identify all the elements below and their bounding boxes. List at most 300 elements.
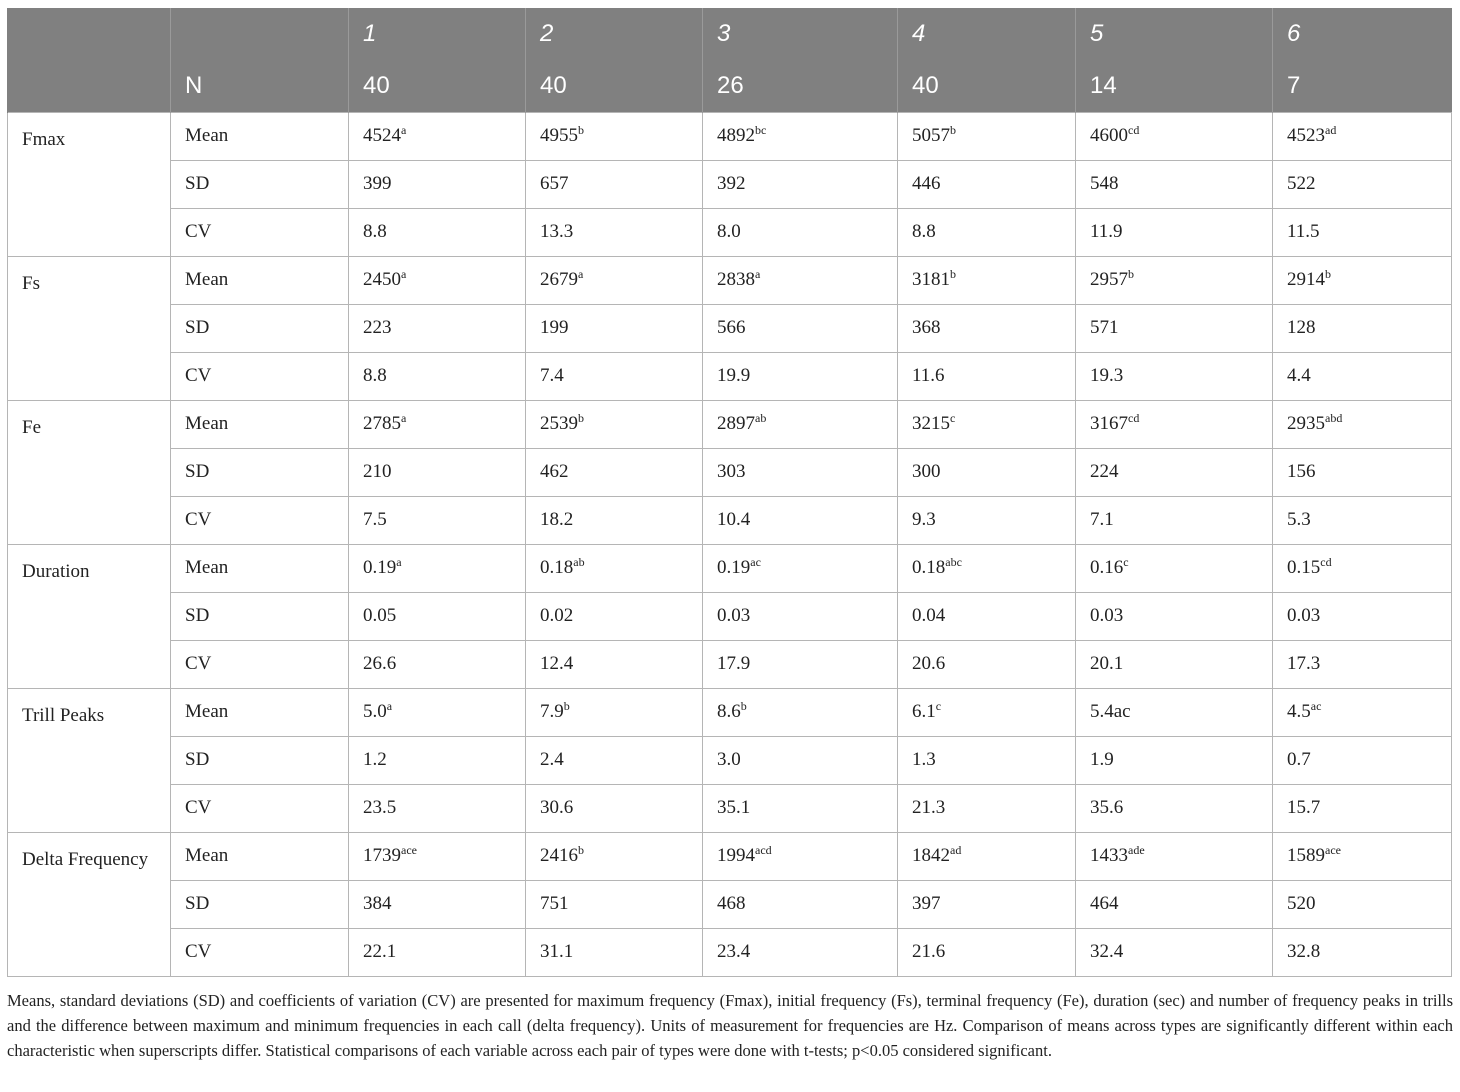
cell-value: 0.19 xyxy=(717,557,751,578)
cell-value: 1433 xyxy=(1090,845,1128,866)
cell-value: 392 xyxy=(717,173,746,194)
significance-superscript: ade xyxy=(1128,843,1145,857)
statistic-label-cell: Mean xyxy=(171,688,349,736)
value-cell xyxy=(349,832,526,880)
value-cell xyxy=(898,160,1076,208)
cell-value: 32.4 xyxy=(1090,941,1124,962)
value-cell xyxy=(349,352,526,400)
significance-superscript: b xyxy=(578,411,584,425)
cell-value: 2.4 xyxy=(540,749,564,770)
value-cell xyxy=(1076,304,1273,352)
significance-superscript: a xyxy=(396,555,402,569)
significance-superscript: abc xyxy=(945,555,962,569)
value-cell xyxy=(898,448,1076,496)
cell-value: 2838 xyxy=(717,269,755,290)
value-cell xyxy=(526,832,703,880)
cell-value: 303 xyxy=(717,461,746,482)
value-cell xyxy=(349,400,526,448)
value-cell xyxy=(1273,304,1452,352)
value-cell xyxy=(1076,784,1273,832)
value-cell xyxy=(1273,352,1452,400)
cell-value: 384 xyxy=(363,893,392,914)
header-n-cell-4: 26 xyxy=(703,60,898,112)
value-cell xyxy=(1273,112,1452,160)
value-cell xyxy=(898,112,1076,160)
cell-value: 657 xyxy=(540,173,569,194)
value-cell xyxy=(1076,496,1273,544)
value-cell xyxy=(1076,688,1273,736)
cell-value: 522 xyxy=(1287,173,1316,194)
statistic-label-cell: CV xyxy=(171,928,349,976)
cell-value: 7.4 xyxy=(540,365,564,386)
table-row xyxy=(8,304,1452,352)
value-cell xyxy=(526,640,703,688)
value-cell xyxy=(526,400,703,448)
header-n-cell-1: N xyxy=(171,60,349,112)
statistic-label-cell: CV xyxy=(171,784,349,832)
value-cell xyxy=(1273,448,1452,496)
significance-superscript: ace xyxy=(401,843,417,857)
value-cell xyxy=(1076,256,1273,304)
value-cell xyxy=(526,352,703,400)
cell-value: 1.3 xyxy=(912,749,936,770)
statistic-label-cell: SD xyxy=(171,448,349,496)
value-cell xyxy=(703,832,898,880)
cell-value: 368 xyxy=(912,317,941,338)
cell-value: 0.04 xyxy=(912,605,946,626)
variable-name-cell: Fmax xyxy=(8,112,171,256)
value-cell xyxy=(703,544,898,592)
significance-superscript: a xyxy=(578,267,584,281)
value-cell xyxy=(526,496,703,544)
value-cell xyxy=(1273,640,1452,688)
value-cell xyxy=(898,832,1076,880)
variable-name-cell: Fe xyxy=(8,400,171,544)
value-cell xyxy=(703,448,898,496)
cell-value: 23.4 xyxy=(717,941,751,962)
cell-value: 4.5 xyxy=(1287,701,1311,722)
value-cell xyxy=(349,688,526,736)
significance-superscript: b xyxy=(950,267,956,281)
cell-value: 32.8 xyxy=(1287,941,1321,962)
cell-value: 210 xyxy=(363,461,392,482)
cell-value: 3215 xyxy=(912,413,950,434)
value-cell xyxy=(1076,544,1273,592)
cell-value: 21.6 xyxy=(912,941,946,962)
significance-superscript: ab xyxy=(755,411,767,425)
value-cell xyxy=(703,592,898,640)
value-cell xyxy=(526,112,703,160)
value-cell xyxy=(1273,928,1452,976)
cell-value: 566 xyxy=(717,317,746,338)
table-row xyxy=(8,448,1452,496)
cell-value: 15.7 xyxy=(1287,797,1321,818)
significance-superscript: b xyxy=(578,843,584,857)
value-cell xyxy=(1273,688,1452,736)
value-cell xyxy=(349,304,526,352)
table-row xyxy=(8,256,1452,304)
header-type-cell-2: 1 xyxy=(349,8,526,60)
cell-value: 128 xyxy=(1287,317,1316,338)
value-cell xyxy=(703,304,898,352)
cell-value: 0.05 xyxy=(363,605,397,626)
cell-value: 3181 xyxy=(912,269,950,290)
value-cell xyxy=(1076,592,1273,640)
value-cell xyxy=(703,400,898,448)
value-cell xyxy=(1273,832,1452,880)
cell-value: 0.16 xyxy=(1090,557,1124,578)
cell-value: 468 xyxy=(717,893,746,914)
cell-value: 23.5 xyxy=(363,797,397,818)
cell-value: 300 xyxy=(912,461,941,482)
value-cell xyxy=(526,160,703,208)
value-cell xyxy=(526,688,703,736)
value-cell xyxy=(349,208,526,256)
cell-value: 199 xyxy=(540,317,569,338)
value-cell xyxy=(1076,736,1273,784)
cell-value: 7.5 xyxy=(363,509,387,530)
table-row xyxy=(8,400,1452,448)
cell-value: 19.9 xyxy=(717,365,751,386)
value-cell xyxy=(703,880,898,928)
cell-value: 17.3 xyxy=(1287,653,1321,674)
value-cell xyxy=(526,256,703,304)
header-n-cell-0 xyxy=(8,60,171,112)
statistic-label-cell: CV xyxy=(171,352,349,400)
cell-value: 6.1 xyxy=(912,701,936,722)
statistic-label-cell: SD xyxy=(171,736,349,784)
call-characteristics-table xyxy=(7,8,1452,977)
cell-value: 399 xyxy=(363,173,392,194)
value-cell xyxy=(703,688,898,736)
value-cell xyxy=(898,640,1076,688)
value-cell xyxy=(898,400,1076,448)
value-cell xyxy=(1273,400,1452,448)
cell-value: 26.6 xyxy=(363,653,397,674)
cell-value: 0.02 xyxy=(540,605,574,626)
value-cell xyxy=(1076,160,1273,208)
cell-value: 571 xyxy=(1090,317,1119,338)
cell-value: 2914 xyxy=(1287,269,1325,290)
table-row xyxy=(8,784,1452,832)
cell-value: 520 xyxy=(1287,893,1316,914)
cell-value: 4523 xyxy=(1287,125,1325,146)
cell-value: 8.8 xyxy=(363,365,387,386)
header-type-cell-7: 6 xyxy=(1273,8,1452,60)
cell-value: 464 xyxy=(1090,893,1119,914)
significance-superscript: b xyxy=(1325,267,1331,281)
value-cell xyxy=(1076,832,1273,880)
cell-value: 35.1 xyxy=(717,797,751,818)
significance-superscript: c xyxy=(1123,555,1129,569)
value-cell xyxy=(898,304,1076,352)
statistic-label-cell: SD xyxy=(171,304,349,352)
statistic-label-cell: Mean xyxy=(171,112,349,160)
cell-value: 9.3 xyxy=(912,509,936,530)
significance-superscript: a xyxy=(386,699,393,713)
cell-value: 397 xyxy=(912,893,941,914)
cell-value: 2679 xyxy=(540,269,578,290)
cell-value: 4600 xyxy=(1090,125,1128,146)
cell-value: 1842 xyxy=(912,845,950,866)
cell-value: 12.4 xyxy=(540,653,574,674)
statistic-label-cell: CV xyxy=(171,496,349,544)
statistic-label-cell: Mean xyxy=(171,400,349,448)
cell-value: 35.6 xyxy=(1090,797,1124,818)
cell-value: 22.1 xyxy=(363,941,397,962)
value-cell xyxy=(703,784,898,832)
cell-value: 20.6 xyxy=(912,653,946,674)
value-cell xyxy=(1076,352,1273,400)
cell-value: 4.4 xyxy=(1287,365,1311,386)
value-cell xyxy=(349,880,526,928)
significance-superscript: cd xyxy=(1128,123,1140,137)
cell-value: 446 xyxy=(912,173,941,194)
significance-superscript: cd xyxy=(1128,411,1140,425)
cell-value: 2416 xyxy=(540,845,578,866)
value-cell xyxy=(703,160,898,208)
header-n-row xyxy=(8,60,1452,112)
cell-value: 19.3 xyxy=(1090,365,1124,386)
header-n-cell-2: 40 xyxy=(349,60,526,112)
cell-value: 2785 xyxy=(363,413,401,434)
value-cell xyxy=(526,880,703,928)
significance-superscript: ace xyxy=(1325,843,1341,857)
value-cell xyxy=(1076,880,1273,928)
cell-value: 5057 xyxy=(912,125,950,146)
header-type-cell-3: 2 xyxy=(526,8,703,60)
cell-value: 20.1 xyxy=(1090,653,1124,674)
cell-value: 11.5 xyxy=(1287,221,1320,242)
cell-value: 0.19 xyxy=(363,557,397,578)
table-row xyxy=(8,592,1452,640)
value-cell xyxy=(349,112,526,160)
header-n-cell-3: 40 xyxy=(526,60,703,112)
cell-value: 0.03 xyxy=(1287,605,1321,626)
statistic-label-cell: CV xyxy=(171,640,349,688)
cell-value: 7.1 xyxy=(1090,509,1114,530)
value-cell xyxy=(349,160,526,208)
table-row xyxy=(8,688,1452,736)
header-type-cell-1 xyxy=(171,8,349,60)
value-cell xyxy=(1273,208,1452,256)
value-cell xyxy=(349,496,526,544)
cell-value: 1.2 xyxy=(363,749,387,770)
value-cell xyxy=(1273,544,1452,592)
table-row xyxy=(8,640,1452,688)
value-cell xyxy=(1076,112,1273,160)
cell-value: 5.0 xyxy=(363,701,387,722)
cell-value: 3.0 xyxy=(717,749,741,770)
header-type-cell-0 xyxy=(8,8,171,60)
cell-value: 224 xyxy=(1090,461,1119,482)
value-cell xyxy=(1076,448,1273,496)
cell-value: 1589 xyxy=(1287,845,1325,866)
header-type-cell-6: 5 xyxy=(1076,8,1273,60)
significance-superscript: b xyxy=(578,123,584,137)
value-cell xyxy=(898,880,1076,928)
cell-value: 2450 xyxy=(363,269,401,290)
value-cell xyxy=(703,928,898,976)
cell-value: 8.6 xyxy=(717,701,741,722)
header-type-cell-5: 4 xyxy=(898,8,1076,60)
cell-value: 13.3 xyxy=(540,221,574,242)
value-cell xyxy=(1273,160,1452,208)
table-header xyxy=(8,8,1452,112)
header-type-row xyxy=(8,8,1452,60)
cell-value: 0.15 xyxy=(1287,557,1321,578)
statistic-label-cell: SD xyxy=(171,880,349,928)
cell-value: 8.8 xyxy=(912,221,936,242)
value-cell xyxy=(703,736,898,784)
value-cell xyxy=(526,784,703,832)
significance-superscript: ad xyxy=(950,843,962,857)
value-cell xyxy=(703,496,898,544)
value-cell xyxy=(898,352,1076,400)
significance-superscript: ac xyxy=(750,555,761,569)
value-cell xyxy=(898,688,1076,736)
cell-value: 0.18 xyxy=(540,557,574,578)
cell-value: 2935 xyxy=(1287,413,1325,434)
value-cell xyxy=(1273,736,1452,784)
cell-value: 2539 xyxy=(540,413,578,434)
table-row xyxy=(8,160,1452,208)
cell-value: 1994 xyxy=(717,845,755,866)
cell-value: 0.7 xyxy=(1287,749,1311,770)
value-cell xyxy=(1076,928,1273,976)
cell-value: 0.03 xyxy=(1090,605,1124,626)
cell-value: 31.1 xyxy=(540,941,574,962)
value-cell xyxy=(526,208,703,256)
value-cell xyxy=(1273,784,1452,832)
cell-value: 30.6 xyxy=(540,797,574,818)
variable-name-cell: Duration xyxy=(8,544,171,688)
cell-value: 0.03 xyxy=(717,605,751,626)
cell-value: 462 xyxy=(540,461,569,482)
table-row xyxy=(8,832,1452,880)
table-row xyxy=(8,496,1452,544)
cell-value: 8.8 xyxy=(363,221,387,242)
value-cell xyxy=(1273,256,1452,304)
table-footnote: Means, standard deviations (SD) and coefficients of variation (CV) are presented for maximum frequency (Fmax), initial frequency (Fs), terminal frequency (Fe), duration (sec) and number of frequency peaks in trills and the difference between maximum and minimum frequencies in each call (delta frequency). Units of measurement for frequencies are Hz. Comparison of means across types are significantly different within each characteristic when superscripts differ. Statistical comparisons of each variable across each pair of types were done with t-tests; p<0.05 considered significant. xyxy=(7,991,1453,1060)
value-cell xyxy=(349,256,526,304)
significance-superscript: b xyxy=(740,699,747,713)
value-cell xyxy=(1273,880,1452,928)
significance-superscript: a xyxy=(755,267,761,281)
value-cell xyxy=(898,208,1076,256)
significance-superscript: ab xyxy=(573,555,585,569)
cell-value: 1739 xyxy=(363,845,401,866)
cell-value: 548 xyxy=(1090,173,1119,194)
significance-superscript: c xyxy=(950,411,956,425)
cell-value: 156 xyxy=(1287,461,1316,482)
table-row xyxy=(8,352,1452,400)
value-cell xyxy=(526,592,703,640)
table-row xyxy=(8,544,1452,592)
table-row xyxy=(8,208,1452,256)
value-cell xyxy=(349,448,526,496)
value-cell xyxy=(526,304,703,352)
cell-value: 7.9 xyxy=(540,701,564,722)
cell-value: 223 xyxy=(363,317,392,338)
table-row xyxy=(8,112,1452,160)
variable-name-cell: Delta Frequency xyxy=(8,832,171,976)
significance-superscript: a xyxy=(401,411,407,425)
significance-superscript: ac xyxy=(1310,699,1322,713)
statistic-label-cell: Mean xyxy=(171,256,349,304)
value-cell xyxy=(898,784,1076,832)
significance-superscript: b xyxy=(950,123,956,137)
value-cell xyxy=(349,928,526,976)
variable-name-cell: Trill Peaks xyxy=(8,688,171,832)
header-n-cell-5: 40 xyxy=(898,60,1076,112)
cell-value: 5.3 xyxy=(1287,509,1311,530)
value-cell xyxy=(898,496,1076,544)
statistic-label-cell: Mean xyxy=(171,544,349,592)
significance-superscript: acd xyxy=(755,843,772,857)
value-cell xyxy=(349,736,526,784)
cell-value: 4892 xyxy=(717,125,755,146)
statistic-label-cell: SD xyxy=(171,592,349,640)
value-cell xyxy=(349,544,526,592)
value-cell xyxy=(898,256,1076,304)
cell-value: 4524 xyxy=(363,125,401,146)
value-cell xyxy=(1076,640,1273,688)
variable-name-cell: Fs xyxy=(8,256,171,400)
cell-value: 8.0 xyxy=(717,221,741,242)
value-cell xyxy=(349,640,526,688)
cell-value: 18.2 xyxy=(540,509,574,530)
table-row xyxy=(8,736,1452,784)
significance-superscript: b xyxy=(563,699,570,713)
value-cell xyxy=(526,928,703,976)
value-cell xyxy=(1273,592,1452,640)
significance-superscript: ad xyxy=(1325,123,1337,137)
cell-value: 11.9 xyxy=(1090,221,1123,242)
value-cell xyxy=(703,208,898,256)
value-cell xyxy=(349,784,526,832)
significance-superscript: b xyxy=(1128,267,1134,281)
value-cell xyxy=(526,448,703,496)
cell-value: 1.9 xyxy=(1090,749,1114,770)
table-row xyxy=(8,880,1452,928)
cell-value: 2957 xyxy=(1090,269,1128,290)
cell-value: 11.6 xyxy=(912,365,945,386)
value-cell xyxy=(1076,208,1273,256)
significance-superscript: a xyxy=(401,123,407,137)
significance-superscript: a xyxy=(401,267,407,281)
cell-value: 0.18 xyxy=(912,557,946,578)
cell-value: 4955 xyxy=(540,125,578,146)
value-cell xyxy=(898,592,1076,640)
significance-superscript: cd xyxy=(1320,555,1332,569)
cell-value: 5.4ac xyxy=(1090,701,1131,722)
value-cell xyxy=(703,112,898,160)
header-type-cell-4: 3 xyxy=(703,8,898,60)
value-cell xyxy=(526,736,703,784)
cell-value: 2897 xyxy=(717,413,755,434)
statistic-label-cell: CV xyxy=(171,208,349,256)
significance-superscript: bc xyxy=(755,123,767,137)
significance-superscript: c xyxy=(935,699,942,713)
cell-value: 21.3 xyxy=(912,797,946,818)
value-cell xyxy=(1273,496,1452,544)
header-n-cell-6: 14 xyxy=(1076,60,1273,112)
statistic-label-cell: Mean xyxy=(171,832,349,880)
value-cell xyxy=(898,544,1076,592)
value-cell xyxy=(703,640,898,688)
table-body xyxy=(8,112,1452,976)
